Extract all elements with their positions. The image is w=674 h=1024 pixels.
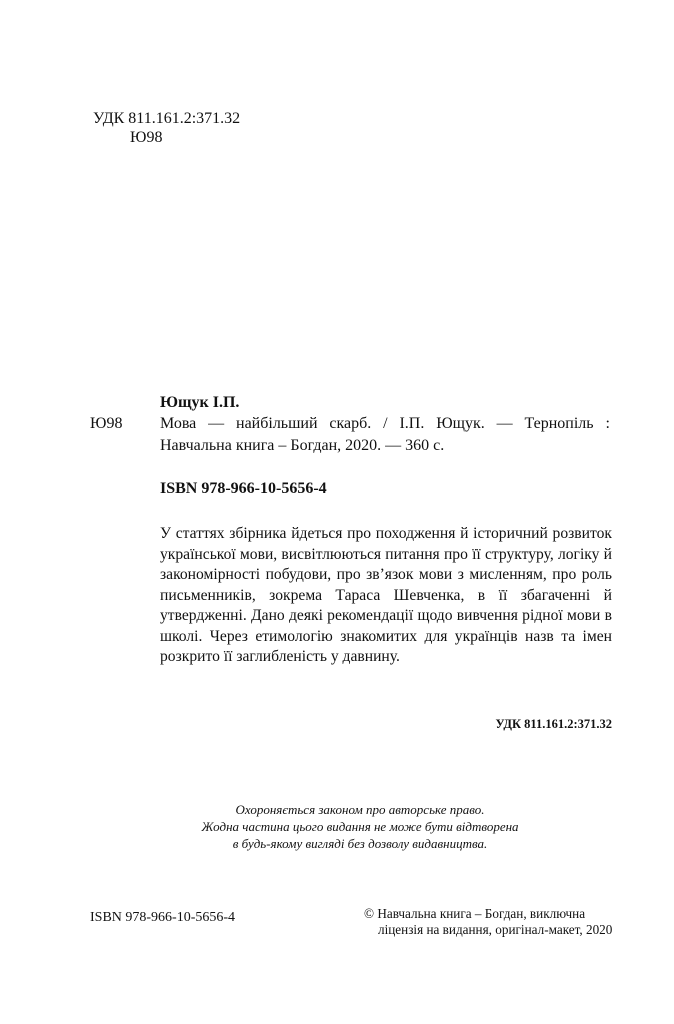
copyright-notice-line: в будь-якому вигляді без дозволу видавництва. xyxy=(232,836,488,851)
copyright-notice-line: Жодна частина цього видання не може бути відтворена xyxy=(201,819,519,834)
biblio-word: Мова xyxy=(160,415,197,432)
bibliographic-line-2: Навчальна книга – Богдан, 2020. — 360 с. xyxy=(160,437,445,454)
biblio-word: І.П. xyxy=(399,415,425,432)
isbn-bibliographic: ISBN 978-966-10-5656-4 xyxy=(160,480,327,497)
bibliographic-line-1 xyxy=(160,415,610,433)
biblio-word: Ющук. xyxy=(436,415,485,432)
copyright-notice-line: Охороняється законом про авторське право. xyxy=(235,802,485,817)
biblio-word: : xyxy=(605,415,610,432)
publisher-line: © Навчальна книга – Богдан, виключна xyxy=(364,906,586,921)
author-code-bibliographic: Ю98 xyxy=(90,415,123,432)
udk-code-top: УДК 811.161.2:371.32 xyxy=(93,110,241,127)
abstract-paragraph: У статтях збірника йдеться про походження й історичний розвиток української мови, висвітлюються питання про її структуру, логіку й закономірності побудови, про зв’язок мови з мисленням, про роль письменників, зокрема Тараса Шевченка, в її збагаченні й утвердженні. Дано деякі рекомендації щодо вивчення рідної мови в школі. Через етимологію знакомитих для українців назв та імен розкрито її заглибленість у давнину. xyxy=(160,525,612,665)
biblio-word: / xyxy=(383,415,388,432)
publisher-line: ліцензія на видання, оригінал-макет, 2020 xyxy=(378,922,613,937)
biblio-word: — xyxy=(208,415,225,432)
biblio-word: скарб. xyxy=(329,415,372,432)
publisher-copyright xyxy=(364,906,612,938)
biblio-word: Тернопіль xyxy=(524,415,594,432)
copyright-notice xyxy=(90,801,630,852)
biblio-word: — xyxy=(496,415,513,432)
author-name: Ющук І.П. xyxy=(160,394,240,411)
biblio-word: найбільший xyxy=(236,415,318,432)
author-code-top: Ю98 xyxy=(130,129,163,146)
isbn-footer: ISBN 978-966-10-5656-4 xyxy=(90,910,236,925)
udk-code-right: УДК 811.161.2:371.32 xyxy=(495,717,612,731)
